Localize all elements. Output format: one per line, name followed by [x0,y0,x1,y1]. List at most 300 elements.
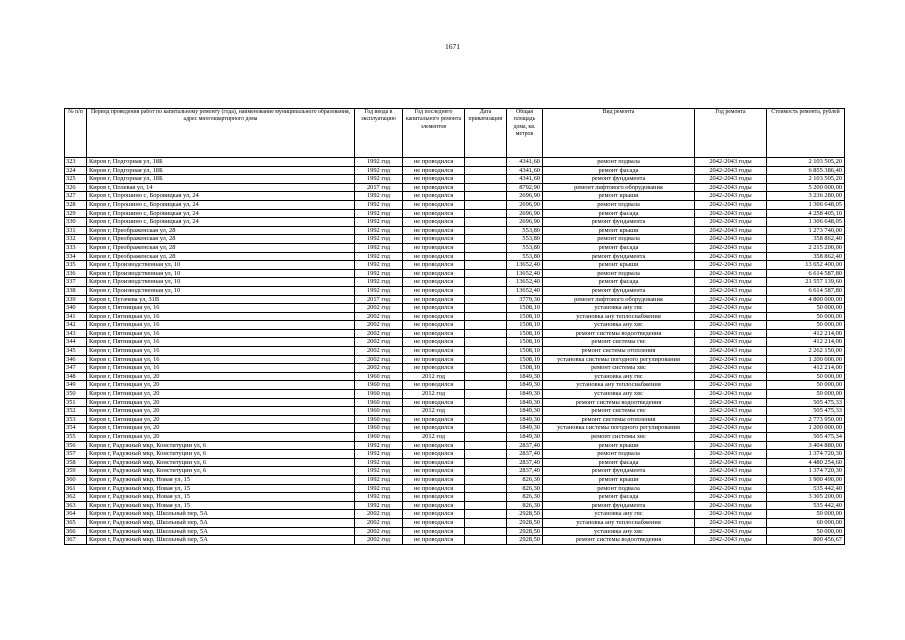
area-cell: 1849,30 [507,381,543,390]
repair-type-cell: установка ану гвс [543,304,695,313]
repair-type-cell: установка системы погодного регулирования [543,355,695,364]
repair-type-cell: ремонт системы водоотведения [543,536,695,545]
table-row [65,338,845,347]
privatization-cell [465,372,507,381]
year-commissioned-cell: 1960 год [355,407,403,416]
repair-type-cell: ремонт подвала [543,484,695,493]
address-cell: Киров г, Радужный мкр, Школьный пер, 5А [87,510,355,519]
repair-year-cell: 2042-2043 годы [695,209,767,218]
area-cell: 2928,50 [507,510,543,519]
repair-type-cell: ремонт фасада [543,243,695,252]
last-repair-cell: не проводился [403,304,465,313]
privatization-cell [465,329,507,338]
cost-cell: 50 000,00 [767,312,845,321]
table-row [65,269,845,278]
table-row [65,441,845,450]
last-repair-cell: не проводился [403,252,465,261]
privatization-cell [465,261,507,270]
row-number: 349 [65,381,87,390]
cost-cell: 535 442,40 [767,484,845,493]
table-row [65,484,845,493]
cost-cell: 6 855 386,40 [767,166,845,175]
repair-type-cell: ремонт системы гвс [543,407,695,416]
repair-year-cell: 2042-2043 годы [695,295,767,304]
repair-year-cell: 2042-2043 годы [695,510,767,519]
address-cell: Киров г, Пугачева ул, 31В [87,295,355,304]
cost-cell: 5 200 000,00 [767,183,845,192]
repair-year-cell: 2042-2043 годы [695,433,767,442]
row-number: 364 [65,510,87,519]
year-commissioned-cell: 2002 год [355,527,403,536]
repair-type-cell: ремонт фундамента [543,252,695,261]
address-cell: Киров г, Пятницкая ул, 20 [87,390,355,399]
cost-cell: 3 305 200,00 [767,493,845,502]
repair-year-cell: 2042-2043 годы [695,321,767,330]
cost-cell: 60 000,00 [767,518,845,527]
last-repair-cell: не проводился [403,398,465,407]
row-number: 351 [65,398,87,407]
table-row [65,355,845,364]
cost-cell: 1 200 000,00 [767,355,845,364]
address-cell: Киров г, Производственная ул, 10 [87,278,355,287]
last-repair-cell: не проводился [403,493,465,502]
cost-cell: 13 652 400,00 [767,261,845,270]
last-repair-cell: не проводился [403,501,465,510]
area-cell: 2928,50 [507,518,543,527]
table-row [65,235,845,244]
address-cell: Киров г, Производственная ул, 10 [87,261,355,270]
address-cell: Киров г, Преображенская ул, 28 [87,235,355,244]
last-repair-cell: не проводился [403,415,465,424]
last-repair-cell: 2012 год [403,390,465,399]
last-repair-cell: не проводился [403,312,465,321]
area-cell: 4341,60 [507,175,543,184]
table-row [65,390,845,399]
cost-cell: 412 214,00 [767,329,845,338]
cost-cell: 2 215 200,00 [767,243,845,252]
area-cell: 1849,30 [507,398,543,407]
repair-type-cell: установка системы погодного регулирования [543,424,695,433]
table-row [65,218,845,227]
table-row [65,166,845,175]
repair-type-cell: ремонт подвала [543,200,695,209]
cost-cell: 535 442,40 [767,501,845,510]
area-cell: 4341,60 [507,166,543,175]
header-privatization: Дата приватизации [465,109,507,158]
year-commissioned-cell: 2002 год [355,536,403,545]
last-repair-cell: не проводился [403,295,465,304]
repair-year-cell: 2042-2043 годы [695,218,767,227]
privatization-cell [465,364,507,373]
last-repair-cell: не проводился [403,183,465,192]
year-commissioned-cell: 2002 год [355,321,403,330]
last-repair-cell: не проводился [403,364,465,373]
repair-type-cell: ремонт фасада [543,458,695,467]
table-row [65,226,845,235]
table-row [65,209,845,218]
cost-cell: 2 262 150,00 [767,347,845,356]
address-cell: Киров г, Пятницкая ул, 20 [87,372,355,381]
area-cell: 13652,40 [507,278,543,287]
privatization-cell [465,407,507,416]
repair-year-cell: 2042-2043 годы [695,450,767,459]
year-commissioned-cell: 1992 год [355,158,403,167]
repair-type-cell: ремонт системы отопления [543,347,695,356]
area-cell: 1849,30 [507,424,543,433]
repair-year-cell: 2042-2043 годы [695,493,767,502]
address-cell: Киров г, Порошино с, Боровицкая ул, 24 [87,200,355,209]
area-cell: 2928,50 [507,527,543,536]
address-cell: Киров г, Пятницкая ул, 20 [87,424,355,433]
cost-cell: 50 000,00 [767,381,845,390]
row-number: 348 [65,372,87,381]
year-commissioned-cell: 1960 год [355,390,403,399]
year-commissioned-cell: 1992 год [355,235,403,244]
last-repair-cell: не проводился [403,209,465,218]
area-cell: 2696,90 [507,192,543,201]
repair-year-cell: 2042-2043 годы [695,347,767,356]
cost-cell: 505 475,33 [767,407,845,416]
privatization-cell [465,312,507,321]
repair-year-cell: 2042-2043 годы [695,243,767,252]
repair-type-cell: ремонт лифтового оборудования [543,295,695,304]
repair-year-cell: 2042-2043 годы [695,158,767,167]
address-cell: Киров г, Пятницкая ул, 20 [87,415,355,424]
row-number: 365 [65,518,87,527]
last-repair-cell: не проводился [403,175,465,184]
area-cell: 2696,90 [507,218,543,227]
year-commissioned-cell: 1960 год [355,398,403,407]
privatization-cell [465,321,507,330]
repair-year-cell: 2042-2043 годы [695,407,767,416]
table-row [65,364,845,373]
privatization-cell [465,390,507,399]
cost-cell: 1 306 648,05 [767,218,845,227]
table-row [65,407,845,416]
privatization-cell [465,158,507,167]
last-repair-cell: не проводился [403,467,465,476]
privatization-cell [465,458,507,467]
area-cell: 1508,10 [507,347,543,356]
table-row [65,518,845,527]
address-cell: Киров г, Преображенская ул, 28 [87,226,355,235]
privatization-cell [465,226,507,235]
cost-cell: 358 862,40 [767,252,845,261]
table-row [65,286,845,295]
repair-type-cell: установка ану теплоснабжения [543,518,695,527]
area-cell: 2696,90 [507,209,543,218]
last-repair-cell: не проводился [403,269,465,278]
privatization-cell [465,536,507,545]
repair-type-cell: ремонт фасада [543,166,695,175]
repair-year-cell: 2042-2043 годы [695,175,767,184]
last-repair-cell: не проводился [403,218,465,227]
last-repair-cell: не проводился [403,527,465,536]
repair-type-cell: ремонт фундамента [543,286,695,295]
repair-type-cell: ремонт крыши [543,261,695,270]
privatization-cell [465,381,507,390]
table-row [65,433,845,442]
address-cell: Киров г, Подгорная ул, 18Б [87,158,355,167]
cost-cell: 50 000,00 [767,372,845,381]
repair-year-cell: 2042-2043 годы [695,278,767,287]
year-commissioned-cell: 1992 год [355,226,403,235]
last-repair-cell: не проводился [403,158,465,167]
cost-cell: 1 306 648,05 [767,200,845,209]
table-row [65,501,845,510]
row-number: 366 [65,527,87,536]
cost-cell: 2 773 950,00 [767,415,845,424]
row-number: 354 [65,424,87,433]
year-commissioned-cell: 1960 год [355,415,403,424]
address-cell: Киров г, Радужный мкр, Школьный пер, 5А [87,518,355,527]
row-number: 345 [65,347,87,356]
repair-year-cell: 2042-2043 годы [695,304,767,313]
last-repair-cell: 2012 год [403,433,465,442]
row-number: 338 [65,286,87,295]
repair-type-cell: ремонт системы хвс [543,364,695,373]
area-cell: 826,30 [507,484,543,493]
row-number: 329 [65,209,87,218]
repair-year-cell: 2042-2043 годы [695,536,767,545]
repair-type-cell: ремонт подвала [543,235,695,244]
address-cell: Киров г, Производственная ул, 10 [87,269,355,278]
area-cell: 1508,10 [507,338,543,347]
row-number: 333 [65,243,87,252]
repair-type-cell: ремонт крыши [543,226,695,235]
area-cell: 2837,40 [507,441,543,450]
repair-type-cell: ремонт фасада [543,493,695,502]
table-row [65,312,845,321]
cost-cell: 412 214,00 [767,338,845,347]
privatization-cell [465,338,507,347]
area-cell: 553,80 [507,252,543,261]
row-number: 353 [65,415,87,424]
table-row [65,450,845,459]
repair-year-cell: 2042-2043 годы [695,441,767,450]
address-cell: Киров г, Пятницкая ул, 16 [87,338,355,347]
repair-year-cell: 2042-2043 годы [695,501,767,510]
repair-year-cell: 2042-2043 годы [695,200,767,209]
cost-cell: 1 200 000,00 [767,424,845,433]
repair-year-cell: 2042-2043 годы [695,235,767,244]
year-commissioned-cell: 1992 год [355,200,403,209]
last-repair-cell: 2012 год [403,372,465,381]
year-commissioned-cell: 1992 год [355,441,403,450]
repair-year-cell: 2042-2043 годы [695,269,767,278]
table-body [65,158,845,545]
row-number: 339 [65,295,87,304]
cost-cell: 505 475,34 [767,433,845,442]
repair-type-cell: ремонт крыши [543,475,695,484]
row-number: 325 [65,175,87,184]
cost-cell: 50 000,00 [767,527,845,536]
year-commissioned-cell: 1992 год [355,467,403,476]
last-repair-cell: не проводился [403,424,465,433]
year-commissioned-cell: 1992 год [355,269,403,278]
area-cell: 4341,60 [507,158,543,167]
address-cell: Киров г, Радужный мкр, Новая ул, 15 [87,475,355,484]
row-number: 363 [65,501,87,510]
repair-type-cell: ремонт подвала [543,158,695,167]
area-cell: 8792,90 [507,183,543,192]
area-cell: 1508,10 [507,321,543,330]
address-cell: Киров г, Пятницкая ул, 16 [87,355,355,364]
privatization-cell [465,450,507,459]
area-cell: 553,80 [507,243,543,252]
year-commissioned-cell: 2002 год [355,364,403,373]
area-cell: 1849,30 [507,433,543,442]
year-commissioned-cell: 1992 год [355,475,403,484]
row-number: 346 [65,355,87,364]
repair-type-cell: установка ану теплоснабжения [543,381,695,390]
last-repair-cell: не проводился [403,243,465,252]
address-cell: Киров г, Радужный мкр, Новая ул, 15 [87,484,355,493]
cost-cell: 1 374 720,30 [767,467,845,476]
row-number: 355 [65,433,87,442]
row-number: 328 [65,200,87,209]
year-commissioned-cell: 2002 год [355,329,403,338]
area-cell: 2837,40 [507,450,543,459]
repair-type-cell: ремонт системы гвс [543,338,695,347]
header-repair-year: Год ремонта [695,109,767,158]
table-row [65,321,845,330]
year-commissioned-cell: 2002 год [355,304,403,313]
row-number: 323 [65,158,87,167]
cost-cell: 50 000,00 [767,304,845,313]
privatization-cell [465,501,507,510]
cost-cell: 3 236 280,00 [767,192,845,201]
year-commissioned-cell: 1992 год [355,192,403,201]
area-cell: 826,30 [507,493,543,502]
last-repair-cell: не проводился [403,510,465,519]
year-commissioned-cell: 1960 год [355,424,403,433]
cost-cell: 358 862,40 [767,235,845,244]
year-commissioned-cell: 1992 год [355,175,403,184]
repair-year-cell: 2042-2043 годы [695,364,767,373]
row-number: 326 [65,183,87,192]
table-row [65,158,845,167]
header-num: № п/п [65,109,87,158]
repair-year-cell: 2042-2043 годы [695,518,767,527]
table-row [65,398,845,407]
last-repair-cell: не проводился [403,235,465,244]
last-repair-cell: не проводился [403,381,465,390]
last-repair-cell: не проводился [403,192,465,201]
address-cell: Киров г, Радужный мкр, Конституции ул, 6 [87,441,355,450]
privatization-cell [465,493,507,502]
privatization-cell [465,475,507,484]
repair-type-cell: ремонт системы хвс [543,433,695,442]
repair-year-cell: 2042-2043 годы [695,226,767,235]
address-cell: Киров г, Радужный мкр, Школьный пер, 5А [87,536,355,545]
address-cell: Киров г, Подгорная ул, 18Б [87,166,355,175]
area-cell: 1508,10 [507,364,543,373]
last-repair-cell: не проводился [403,329,465,338]
area-cell: 2837,40 [507,467,543,476]
repair-year-cell: 2042-2043 годы [695,475,767,484]
row-number: 332 [65,235,87,244]
last-repair-cell: не проводился [403,347,465,356]
last-repair-cell: 2012 год [403,407,465,416]
privatization-cell [465,415,507,424]
area-cell: 1508,10 [507,329,543,338]
repair-year-cell: 2042-2043 годы [695,192,767,201]
year-commissioned-cell: 2002 год [355,510,403,519]
area-cell: 553,80 [507,235,543,244]
row-number: 340 [65,304,87,313]
header-area: Общая площадь дома, кв. метров [507,109,543,158]
privatization-cell [465,424,507,433]
address-cell: Киров г, Радужный мкр, Новая ул, 15 [87,493,355,502]
year-commissioned-cell: 1992 год [355,493,403,502]
privatization-cell [465,510,507,519]
privatization-cell [465,209,507,218]
repair-year-cell: 2042-2043 годы [695,398,767,407]
repair-type-cell: ремонт системы водоотведения [543,329,695,338]
year-commissioned-cell: 2002 год [355,518,403,527]
area-cell: 1849,30 [507,407,543,416]
table-row [65,347,845,356]
repair-type-cell: ремонт фундамента [543,218,695,227]
repair-year-cell: 2042-2043 годы [695,252,767,261]
repair-year-cell: 2042-2043 годы [695,458,767,467]
cost-cell: 800 456,67 [767,536,845,545]
repair-year-cell: 2042-2043 годы [695,390,767,399]
repair-year-cell: 2042-2043 годы [695,484,767,493]
last-repair-cell: не проводился [403,338,465,347]
privatization-cell [465,278,507,287]
year-commissioned-cell: 1992 год [355,166,403,175]
row-number: 367 [65,536,87,545]
address-cell: Киров г, Полевая ул, 14 [87,183,355,192]
table-row [65,527,845,536]
row-number: 358 [65,458,87,467]
table-row [65,261,845,270]
cost-cell: 50 000,00 [767,390,845,399]
table-row [65,192,845,201]
repair-type-cell: ремонт фасада [543,209,695,218]
address-cell: Киров г, Пятницкая ул, 16 [87,312,355,321]
year-commissioned-cell: 1960 год [355,372,403,381]
privatization-cell [465,441,507,450]
row-number: 337 [65,278,87,287]
year-commissioned-cell: 1992 год [355,209,403,218]
cost-cell: 4 480 254,60 [767,458,845,467]
privatization-cell [465,295,507,304]
table-row [65,252,845,261]
cost-cell: 50 000,00 [767,510,845,519]
year-commissioned-cell: 2002 год [355,338,403,347]
repair-year-cell: 2042-2043 годы [695,424,767,433]
row-number: 335 [65,261,87,270]
last-repair-cell: не проводился [403,475,465,484]
year-commissioned-cell: 1992 год [355,218,403,227]
year-commissioned-cell: 2002 год [355,347,403,356]
row-number: 324 [65,166,87,175]
address-cell: Киров г, Порошино с, Боровицкая ул, 24 [87,192,355,201]
year-commissioned-cell: 1992 год [355,243,403,252]
repair-year-cell: 2042-2043 годы [695,467,767,476]
page-number: 1671 [445,42,460,51]
repair-year-cell: 2042-2043 годы [695,286,767,295]
table-row [65,510,845,519]
privatization-cell [465,304,507,313]
repair-type-cell: установка ану гвс [543,372,695,381]
area-cell: 2837,40 [507,458,543,467]
address-cell: Киров г, Радужный мкр, Конституции ул, 6 [87,467,355,476]
cost-cell: 4 800 000,00 [767,295,845,304]
